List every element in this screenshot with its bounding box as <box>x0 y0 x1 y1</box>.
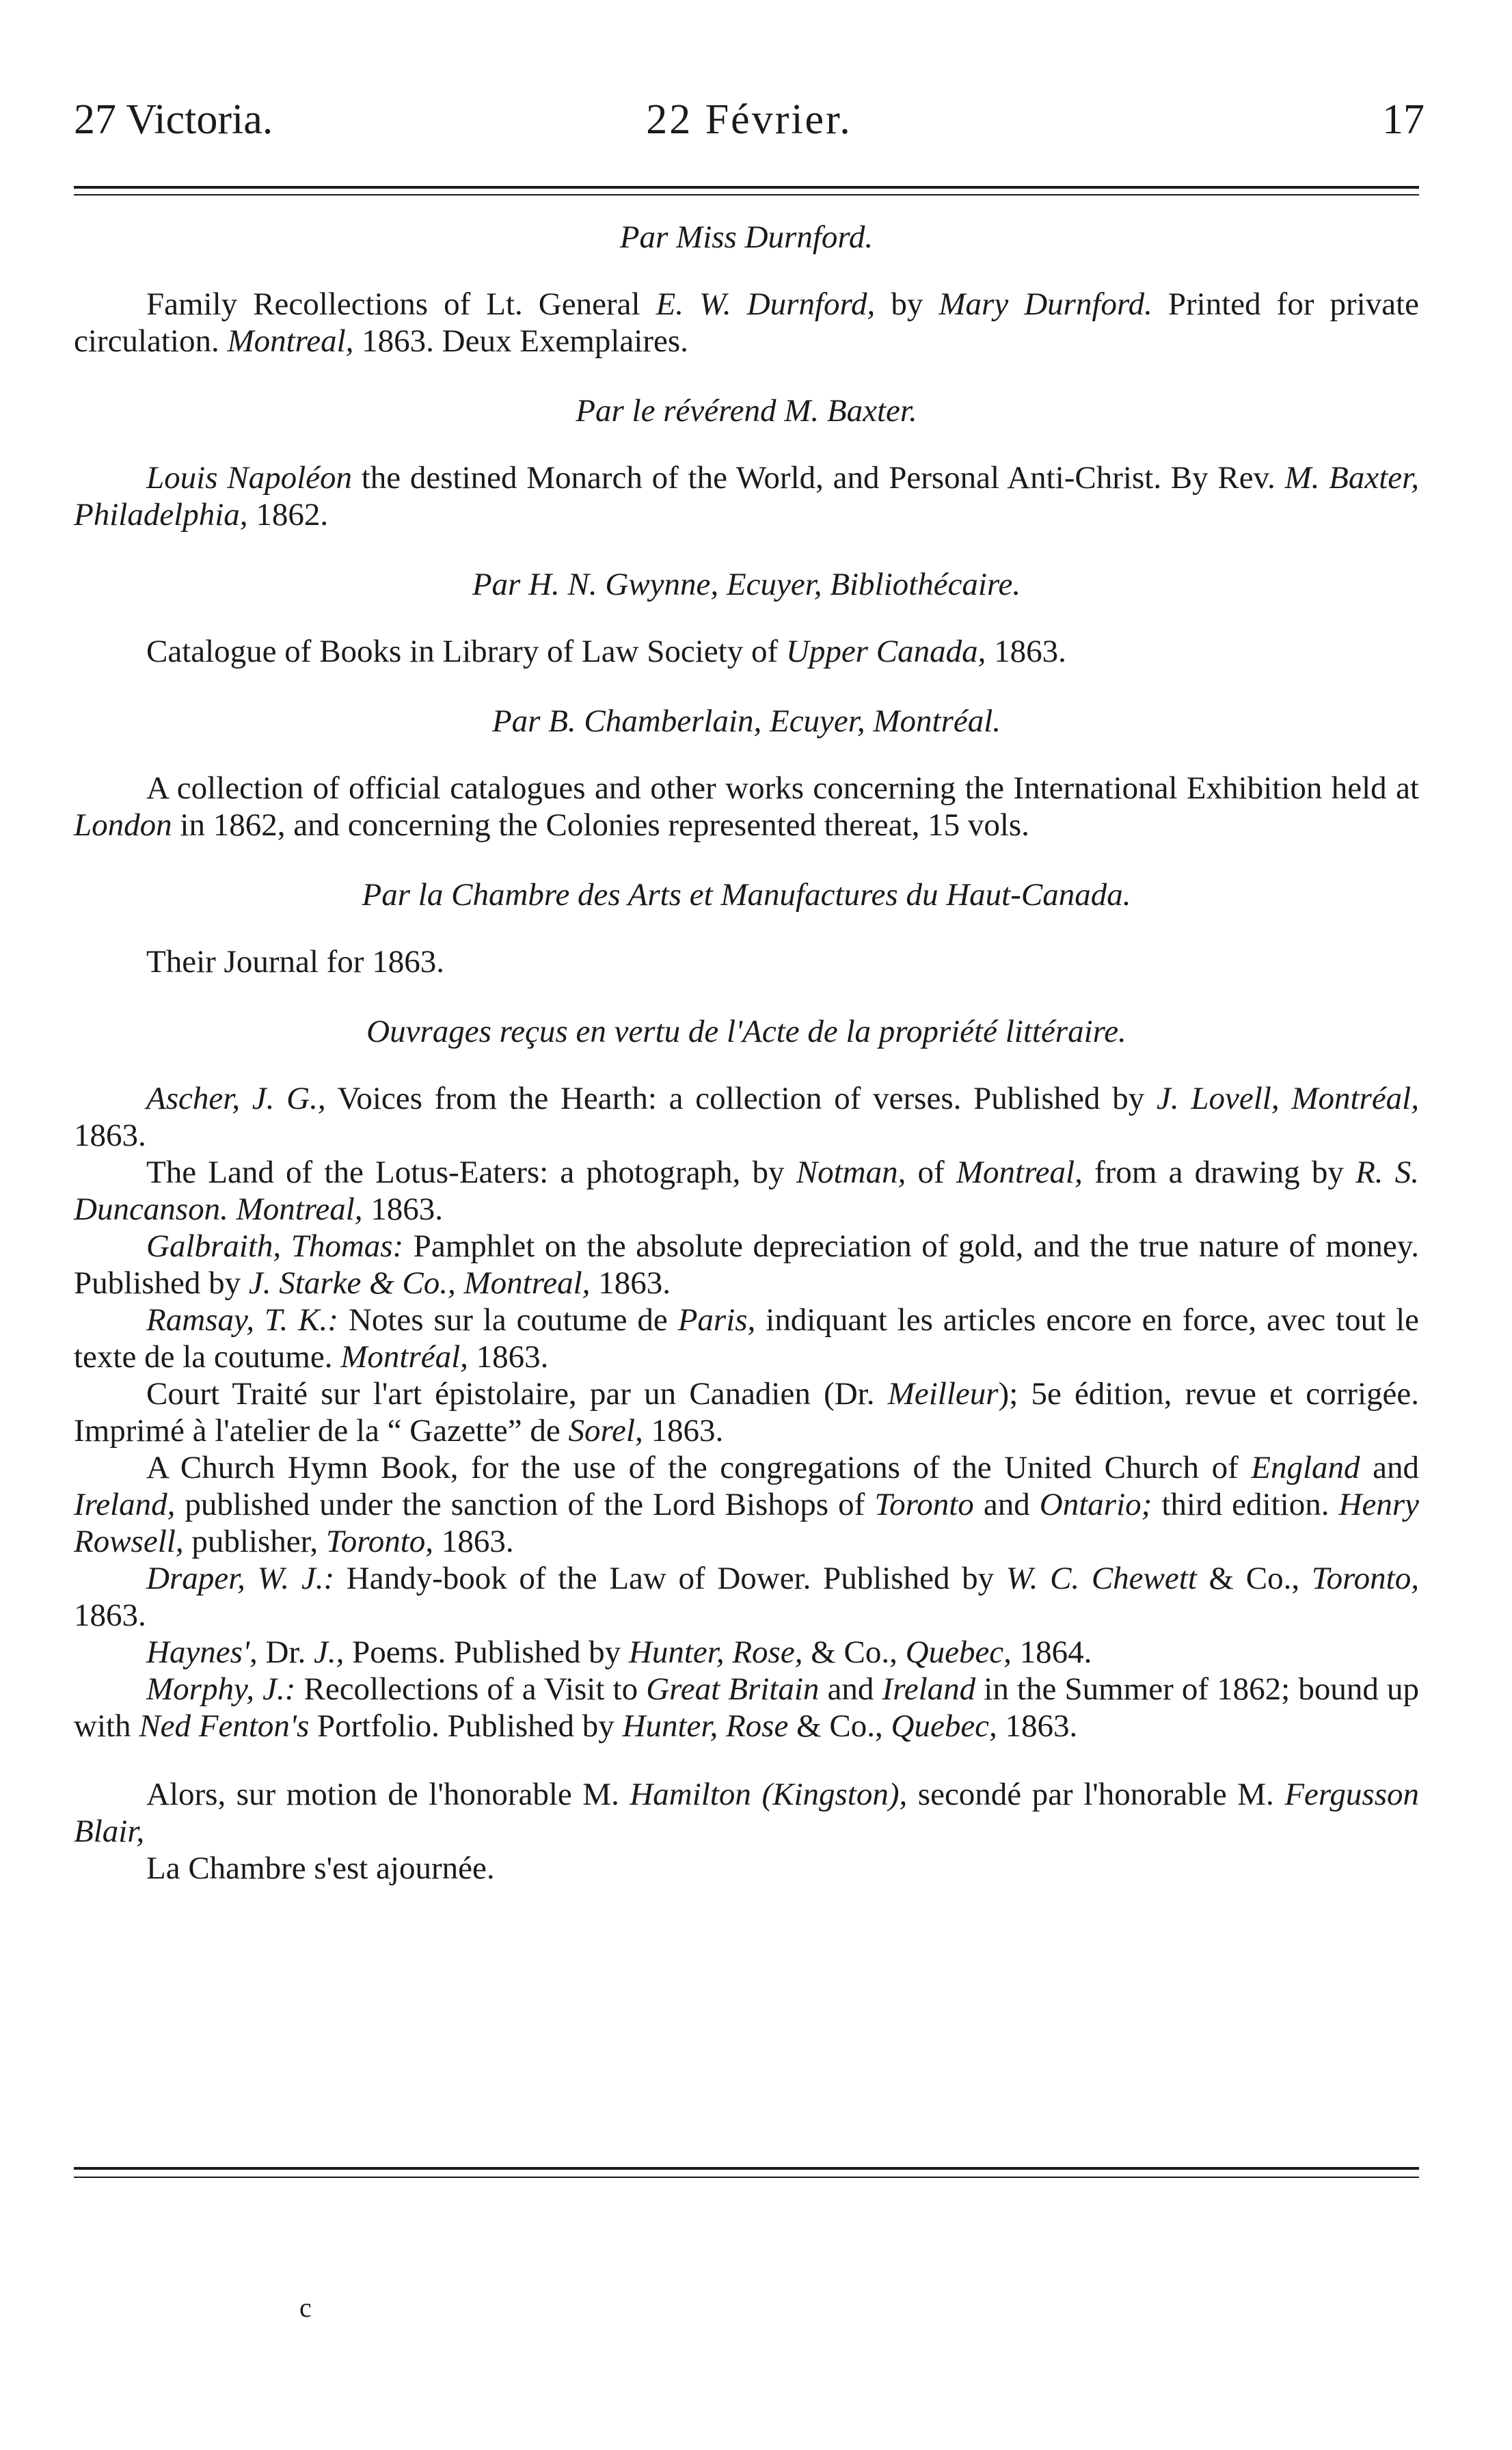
footer-rule-thin <box>74 2177 1419 2178</box>
text-run: London <box>74 807 172 843</box>
text-run: Dr. <box>257 1634 314 1670</box>
text-run: in the Summer of 1862; bound up with <box>74 1671 1419 1744</box>
motion-paragraph <box>74 1776 1419 1850</box>
text-run: Printed for private circulation. <box>74 286 1420 359</box>
text-run: Hunter, Rose <box>622 1708 789 1744</box>
text-run: 1863. <box>362 1192 444 1227</box>
text-run: A Church Hymn Book, for the use of the congregations of the United Church of <box>146 1450 1252 1485</box>
catalogue-entry <box>74 459 1419 533</box>
text-run: Great Britain <box>646 1671 820 1707</box>
text-run: J., <box>314 1634 345 1670</box>
text-run: Mary Durnford. <box>939 286 1152 322</box>
header-rule-thin <box>74 194 1419 196</box>
text-run: by <box>875 286 939 322</box>
text-run: Pamphlet on the absolute depreciation of gold, and the true nature of money. Published by <box>74 1228 1419 1301</box>
text-run: Recollections of a Visit to <box>295 1671 647 1707</box>
text-run: Hunter, Rose, <box>628 1634 803 1670</box>
text-run: 1863. <box>643 1413 724 1449</box>
text-run: ); 5e édition, revue et corrigée. Imprimé à l'atelier de la “ Gazette” de <box>74 1376 1419 1449</box>
text-run: & Co., <box>1196 1561 1312 1596</box>
header-session: 27 Victoria. <box>74 96 273 143</box>
text-run: and <box>973 1487 1040 1522</box>
text-run: Voices from the Hearth: a collection of verses. Published by <box>325 1081 1157 1116</box>
header-rule-thick <box>74 186 1419 189</box>
text-run: R. S. Duncanson. Montreal, <box>74 1155 1419 1227</box>
text-run: J. Starke & Co., Montreal, <box>248 1265 591 1301</box>
text-run: Court Traité sur l'art épistolaire, par un Canadien (Dr. <box>146 1376 888 1412</box>
text-run: Upper Canada, <box>785 634 986 669</box>
text-run: Toronto, <box>1311 1561 1419 1596</box>
catalogue-entry <box>74 943 1419 980</box>
section-heading: Par Miss Durnford. <box>619 219 874 255</box>
text-run: Catalogue of Books in Library of Law Society of <box>146 634 786 669</box>
text-run: Portfolio. Published by <box>309 1708 623 1744</box>
signature-mark: c <box>299 2292 312 2323</box>
catalogue-entry <box>74 770 1419 844</box>
adjournment-line: La Chambre s'est ajournée. <box>146 1850 495 1886</box>
text-run: 1863. <box>986 634 1066 669</box>
text-run: Ireland <box>882 1671 976 1707</box>
text-run: The Land of the Lotus-Eaters: a photograph, by <box>146 1155 796 1190</box>
catalogue-entry <box>74 1154 1419 1228</box>
text-run: J. Lovell, Montréal, <box>1157 1081 1419 1116</box>
text-run: indiquant les articles encore en force, avec tout le texte de la coutume. <box>74 1302 1419 1375</box>
text-run: Ireland, <box>74 1487 176 1522</box>
text-run: Meilleur <box>887 1376 999 1412</box>
text-run: Notman, <box>796 1155 906 1190</box>
document-body <box>74 219 1419 1887</box>
running-header <box>74 82 1425 157</box>
text-run: published under the sanction of the Lord Bishops of <box>175 1487 875 1522</box>
catalogue-entry <box>74 1560 1419 1634</box>
text-run: 1863. Deux Exemplaires. <box>353 323 688 359</box>
text-run: Quebec, <box>905 1634 1012 1670</box>
text-run: 1864. <box>1011 1634 1092 1670</box>
text-run: from a drawing by <box>1082 1155 1356 1190</box>
text-run: Toronto, <box>325 1524 434 1559</box>
text-run: Draper, W. J.: <box>146 1561 335 1596</box>
text-run: Handy-book of the Law of Dower. Published by <box>334 1561 1006 1596</box>
text-run: Alors, sur motion de l'honorable M. <box>146 1777 630 1812</box>
text-run: Poems. Published by <box>344 1634 629 1670</box>
section-heading: Ouvrages reçus en vertu de l'Acte de la propriété littéraire. <box>366 1014 1126 1049</box>
text-run: Henry Rowsell, <box>74 1487 1419 1559</box>
header-date: 22 Février. <box>646 96 852 143</box>
text-run: 1863. <box>468 1339 549 1375</box>
text-run: 1863. <box>433 1524 514 1559</box>
text-run: Family Recollections of Lt. General <box>146 286 656 322</box>
section-heading: Par la Chambre des Arts et Manufactures du Haut-Canada. <box>362 877 1131 913</box>
text-run: M. Baxter, Philadelphia, <box>74 460 1419 533</box>
text-run: Sorel, <box>568 1413 643 1449</box>
catalogue-entry <box>74 286 1419 360</box>
text-run: Ascher, J. G., <box>146 1081 326 1116</box>
text-run: third edition. <box>1152 1487 1339 1522</box>
text-run: Montréal, <box>340 1339 468 1375</box>
text-run: secondé par l'honorable M. <box>907 1777 1285 1812</box>
footer-rule-thick <box>74 2167 1419 2170</box>
text-run: Haynes', <box>146 1634 258 1670</box>
catalogue-entry <box>74 1671 1419 1745</box>
text-run: Morphy, J.: <box>146 1671 296 1707</box>
text-run: of <box>906 1155 956 1190</box>
text-run: Montreal, <box>227 323 354 359</box>
catalogue-entry <box>74 1228 1419 1302</box>
text-run: Ned Fenton's <box>139 1708 310 1744</box>
catalogue-entry <box>74 1080 1419 1154</box>
text-run: and <box>819 1671 882 1707</box>
text-run: in 1862, and concerning the Colonies represented thereat, 15 vols. <box>172 807 1029 843</box>
text-run: 1863. <box>590 1265 671 1301</box>
text-run: 1863. <box>74 1598 146 1633</box>
text-run: Hamilton (Kingston), <box>630 1777 908 1812</box>
text-run: the destined Monarch of the World, and Personal Anti-Christ. By Rev. <box>352 460 1285 496</box>
catalogue-entry <box>74 633 1419 670</box>
text-run: Ramsay, T. K.: <box>146 1302 338 1338</box>
text-run: England <box>1251 1450 1360 1485</box>
section-heading: Par B. Chamberlain, Ecuyer, Montréal. <box>491 703 1001 739</box>
text-run: Toronto <box>874 1487 974 1522</box>
catalogue-entry <box>74 1302 1419 1375</box>
text-run: Louis Napoléon <box>146 460 352 496</box>
text-run: A collection of official catalogues and other works concerning the International Exhibition held at <box>146 770 1419 806</box>
text-run: & Co., <box>788 1708 891 1744</box>
text-run: and <box>1360 1450 1419 1485</box>
text-run: Ontario; <box>1039 1487 1152 1522</box>
text-run: 1862. <box>247 497 329 533</box>
text-run: Montreal, <box>956 1155 1083 1190</box>
text-run: Galbraith, Thomas: <box>146 1228 404 1264</box>
section-heading: Par le révérend M. Baxter. <box>576 393 917 429</box>
text-run: Fergusson Blair, <box>74 1777 1420 1849</box>
catalogue-entry <box>74 1449 1419 1560</box>
text-run: 1863. <box>74 1118 146 1153</box>
section-heading: Par H. N. Gwynne, Ecuyer, Bibliothécaire. <box>472 567 1021 602</box>
catalogue-entry <box>74 1634 1419 1671</box>
text-run: & Co., <box>802 1634 906 1670</box>
text-run: Quebec, <box>891 1708 997 1744</box>
text-run: Their Journal for 1863. <box>146 944 444 980</box>
text-run: publisher, <box>183 1524 326 1559</box>
text-run: 1863. <box>997 1708 1078 1744</box>
text-run: Notes sur la coutume de <box>338 1302 678 1338</box>
text-run: Paris, <box>677 1302 756 1338</box>
page-number: 17 <box>1382 96 1425 143</box>
catalogue-entry <box>74 1375 1419 1449</box>
text-run: W. C. Chewett <box>1005 1561 1197 1596</box>
text-run: E. W. Durnford, <box>656 286 876 322</box>
